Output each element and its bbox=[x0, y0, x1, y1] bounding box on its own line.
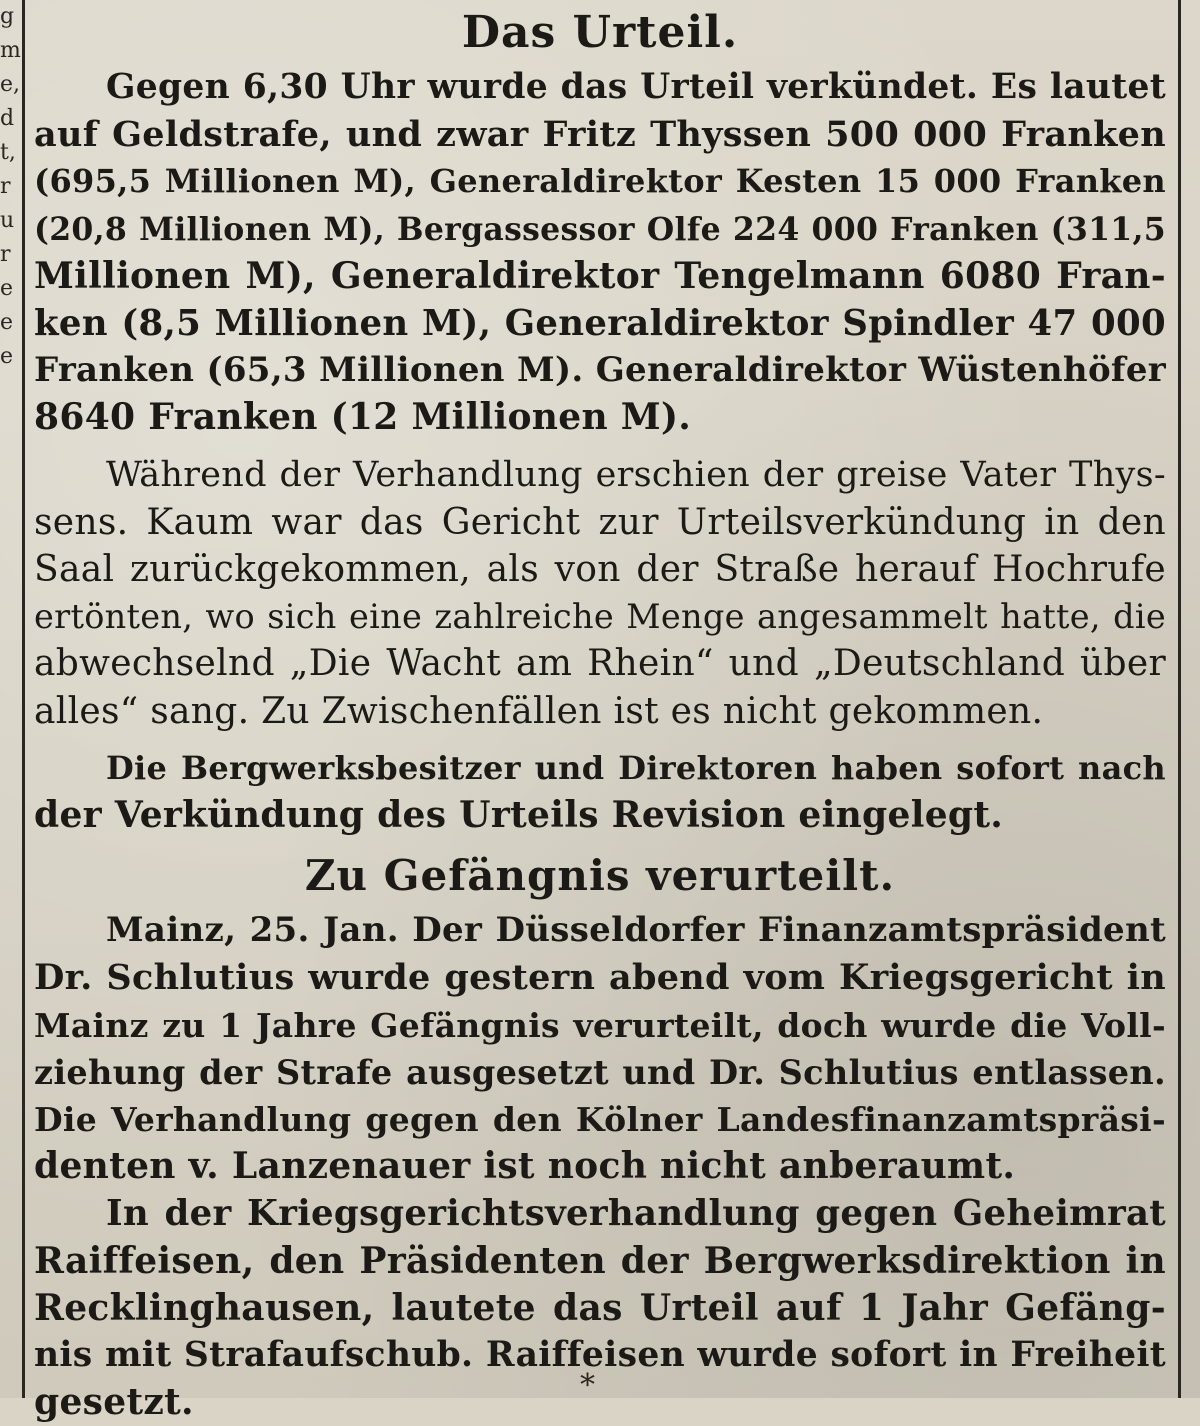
text-line: Gegen 6,30 Uhr wurde das Urteil verkündet. Es lautet bbox=[106, 67, 1166, 107]
text-line: Während der Verhandlung erschien der greise Vater Thys- bbox=[106, 454, 1166, 495]
column-rule-right bbox=[1178, 0, 1181, 1398]
ornament-asterisk: * bbox=[580, 1368, 595, 1403]
margin-fragment: t, bbox=[0, 140, 16, 165]
margin-fragment: e, bbox=[0, 72, 21, 97]
text-line: Mainz, 25. Jan. Der Düsseldorfer Finanzamtspräsident bbox=[106, 910, 1166, 951]
text-line: der Verkündung des Urteils Revision eingelegt. bbox=[34, 794, 1004, 837]
margin-fragment: e bbox=[0, 310, 14, 335]
text-line: gesetzt. bbox=[34, 1381, 194, 1424]
margin-fragment: e bbox=[0, 344, 14, 369]
article-column bbox=[34, 0, 1166, 1424]
text-line: (695,5 Millionen M), Generaldirektor Kesten 15 000 Franken bbox=[34, 162, 1166, 201]
text-line: sens. Kaum war das Gericht zur Urteilsverkündung in den bbox=[34, 501, 1166, 543]
paragraph-raiffeisen bbox=[34, 1190, 1166, 1426]
paragraph-appeal bbox=[34, 745, 1166, 839]
column-rule-left bbox=[22, 0, 25, 1398]
text-line: abwechselnd „Die Wacht am Rhein“ und „Deutschland über bbox=[34, 643, 1166, 685]
margin-fragment: r bbox=[0, 174, 11, 199]
margin-fragment: e bbox=[0, 276, 14, 301]
text-line: Dr. Schlutius wurde gestern abend vom Kriegsgericht in bbox=[34, 957, 1166, 999]
text-line: Recklinghausen, lautete das Urteil auf 1 Jahr Gefäng- bbox=[34, 1286, 1166, 1329]
margin-fragment: d bbox=[0, 106, 15, 131]
text-line: In der Kriegsgerichtsverhandlung gegen Geheimrat bbox=[106, 1193, 1166, 1235]
headline-das-urteil: Das Urteil. bbox=[461, 7, 739, 58]
margin-fragment: r bbox=[0, 242, 11, 267]
headline-zu-gefaengnis-verurteilt: Zu Gefängnis verurteilt. bbox=[304, 851, 896, 901]
paragraph-hearing bbox=[34, 452, 1166, 735]
paragraph-schlutius bbox=[34, 907, 1166, 1190]
margin-fragment: m bbox=[0, 38, 21, 63]
text-line: alles“ sang. Zu Zwischenfällen ist es nicht gekommen. bbox=[34, 690, 1044, 732]
text-line: ziehung der Strafe ausgesetzt und Dr. Schlutius entlassen. bbox=[34, 1052, 1166, 1092]
text-line: (20,8 Millionen M), Bergassessor Olfe 224 000 Franken (311,5 bbox=[34, 210, 1166, 248]
text-line: Millionen M), Generaldirektor Tengelmann 6080 Fran- bbox=[34, 254, 1166, 297]
text-line: Saal zurückgekommen, als von der Straße herauf Hochrufe bbox=[34, 549, 1166, 591]
text-line: 8640 Franken (12 Millionen M). bbox=[34, 396, 692, 439]
text-line: Franken (65,3 Millionen M). Generaldirektor Wüstenhöfer bbox=[34, 350, 1166, 391]
text-line: Die Verhandlung gegen den Kölner Landesfinanzamtspräsi- bbox=[34, 1100, 1166, 1140]
text-line: nis mit Strafaufschub. Raiffeisen wurde sofort in Freiheit bbox=[34, 1335, 1166, 1376]
text-line: Mainz zu 1 Jahre Gefängnis verurteilt, doch wurde die Voll- bbox=[34, 1005, 1166, 1045]
paragraph-verdict bbox=[34, 64, 1166, 442]
text-line: auf Geldstrafe, und zwar Fritz Thyssen 500 000 Franken bbox=[34, 114, 1166, 156]
text-line: ken (8,5 Millionen M), Generaldirektor Spindler 47 000 bbox=[34, 303, 1166, 345]
margin-fragment: u bbox=[0, 208, 15, 233]
text-line: Die Bergwerksbesitzer und Direktoren haben sofort nach bbox=[106, 748, 1166, 787]
adjacent-column-fragments bbox=[0, 0, 22, 1398]
margin-fragment: g bbox=[0, 4, 15, 29]
text-line: ertönten, wo sich eine zahlreiche Menge angesammelt hatte, die bbox=[34, 597, 1166, 637]
text-line: denten v. Lanzenauer ist noch nicht anberaumt. bbox=[34, 1145, 1016, 1188]
text-line: Raiffeisen, den Präsidenten der Bergwerksdirektion in bbox=[34, 1239, 1166, 1282]
